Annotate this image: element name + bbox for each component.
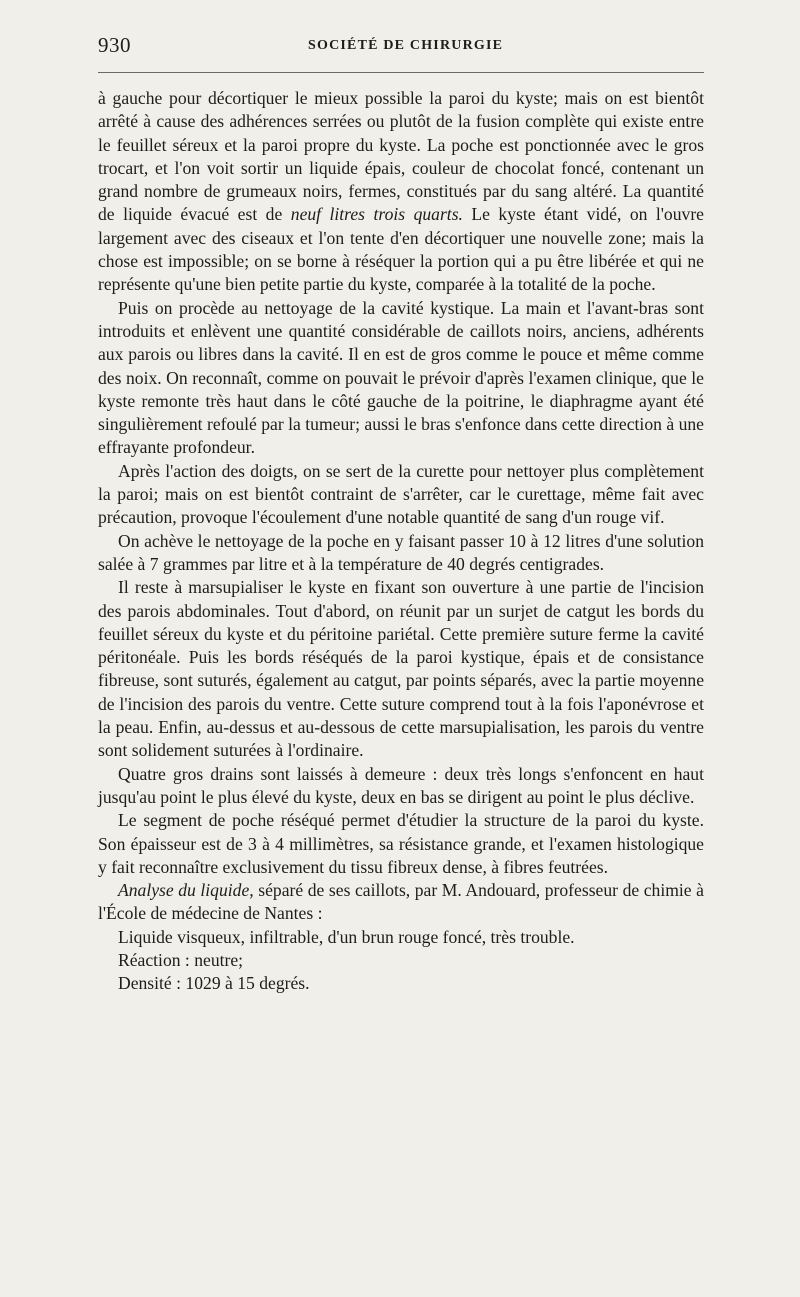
paragraph-1-continuation: Le kyste étant vidé, on l'ouvre largement avec des ciseaux et l'on tente d'en décortiquer une nouvelle zone; mais la chose est impossible; on se borne à réséquer la portion qui a pu être libérée et qui ne représente qu'une bien petite partie du kyste, comparée à la totalité de la poche. (98, 204, 704, 295)
paragraph-1-emphasis: neuf litres trois quarts. (290, 204, 463, 225)
paragraph-8 (98, 879, 704, 926)
analysis-line-3: Densité : 1029 à 15 degrés. (118, 973, 310, 994)
header-rule (98, 72, 704, 73)
running-head (98, 33, 702, 59)
paragraph-8-emphasis: Analyse du liquide, (118, 880, 254, 901)
body-text (98, 87, 704, 996)
paragraph-6: Quatre gros drains sont laissés à demeure : deux très longs s'enfoncent en haut jusqu'au point le plus élevé du kyste, deux en bas se dirigent au point le plus déclive. (98, 763, 704, 807)
paragraph-1-text: à gauche pour décortiquer le mieux possible la paroi du kyste; mais on est bientôt arrêté à cause des adhérences serrées ou plutôt de la fusion complète qui existe entre le feuillet séreux et la paroi propre du kyste. La poche est ponctionnée avec le gros trocart, et l'on voit sortir un liquide épais, couleur de chocolat foncé, contenant un grand nombre de grumeaux noirs, fermes, constitués par du sang altéré. La quantité de liquide évacué est de (98, 88, 704, 225)
paragraph-2: Puis on procède au nettoyage de la cavité kystique. La main et l'avant-bras sont introduits et enlèvent une quantité considérable de caillots noirs, anciens, adhérents aux parois ou libres dans la cavité. Il en est de gros comme le pouce et même comme des noix. On reconnaît, comme on pouvait le prévoir d'après l'examen clinique, que le kyste remonte très haut dans le côté gauche de la poitrine, le diaphragme ayant été singulièrement refoulé par la tumeur; aussi le bras s'enfonce dans cette direction à une effrayante profondeur. (98, 297, 704, 458)
journal-title: SOCIÉTÉ DE CHIRURGIE (308, 38, 504, 53)
paragraph-8-text: séparé de ses caillots, par M. Andouard, professeur de chimie à l'École de médecine de Nantes : (98, 880, 704, 924)
analysis-line-2: Réaction : neutre; (118, 949, 244, 970)
paragraph-1 (98, 87, 704, 297)
analysis-line-1: Liquide visqueux, infiltrable, d'un brun rouge foncé, très trouble. (118, 926, 575, 947)
page-number: 930 (98, 33, 131, 57)
paragraph-4: On achève le nettoyage de la poche en y faisant passer 10 à 12 litres d'une solution salée à 7 grammes par litre et à la température de 40 degrés centigrades. (98, 530, 704, 574)
paragraph-3: Après l'action des doigts, on se sert de la curette pour nettoyer plus complètement la paroi; mais on est bientôt contraint de s'arrêter, car le curettage, même fait avec précaution, provoque l'écoulement d'une notable quantité de sang d'un rouge vif. (98, 460, 704, 528)
paragraph-5: Il reste à marsupialiser le kyste en fixant son ouverture à une partie de l'incision des parois abdominales. Tout d'abord, on réunit par un surjet de catgut les bords du feuillet séreux du kyste et du péritoine pariétal. Cette première suture ferme la cavité péritonéale. Puis les bords réséqués de la paroi kystique, épais et de consistance fibreuse, sont suturés, également au catgut, par points séparés, avec la partie moyenne de l'incision des parois du ventre. Cette suture comprend tout à la fois l'aponévrose et la peau. Enfin, au-dessus et au-dessous de cette marsupialisation, les parois du ventre sont solidement suturées à l'ordinaire. (98, 577, 704, 761)
paragraph-7: Le segment de poche réséqué permet d'étudier la structure de la paroi du kyste. Son épaisseur est de 3 à 4 millimètres, sa résistance grande, et l'examen histologique y fait reconnaître exclusivement du tissu fibreux dense, à fibres feutrées. (98, 810, 704, 877)
